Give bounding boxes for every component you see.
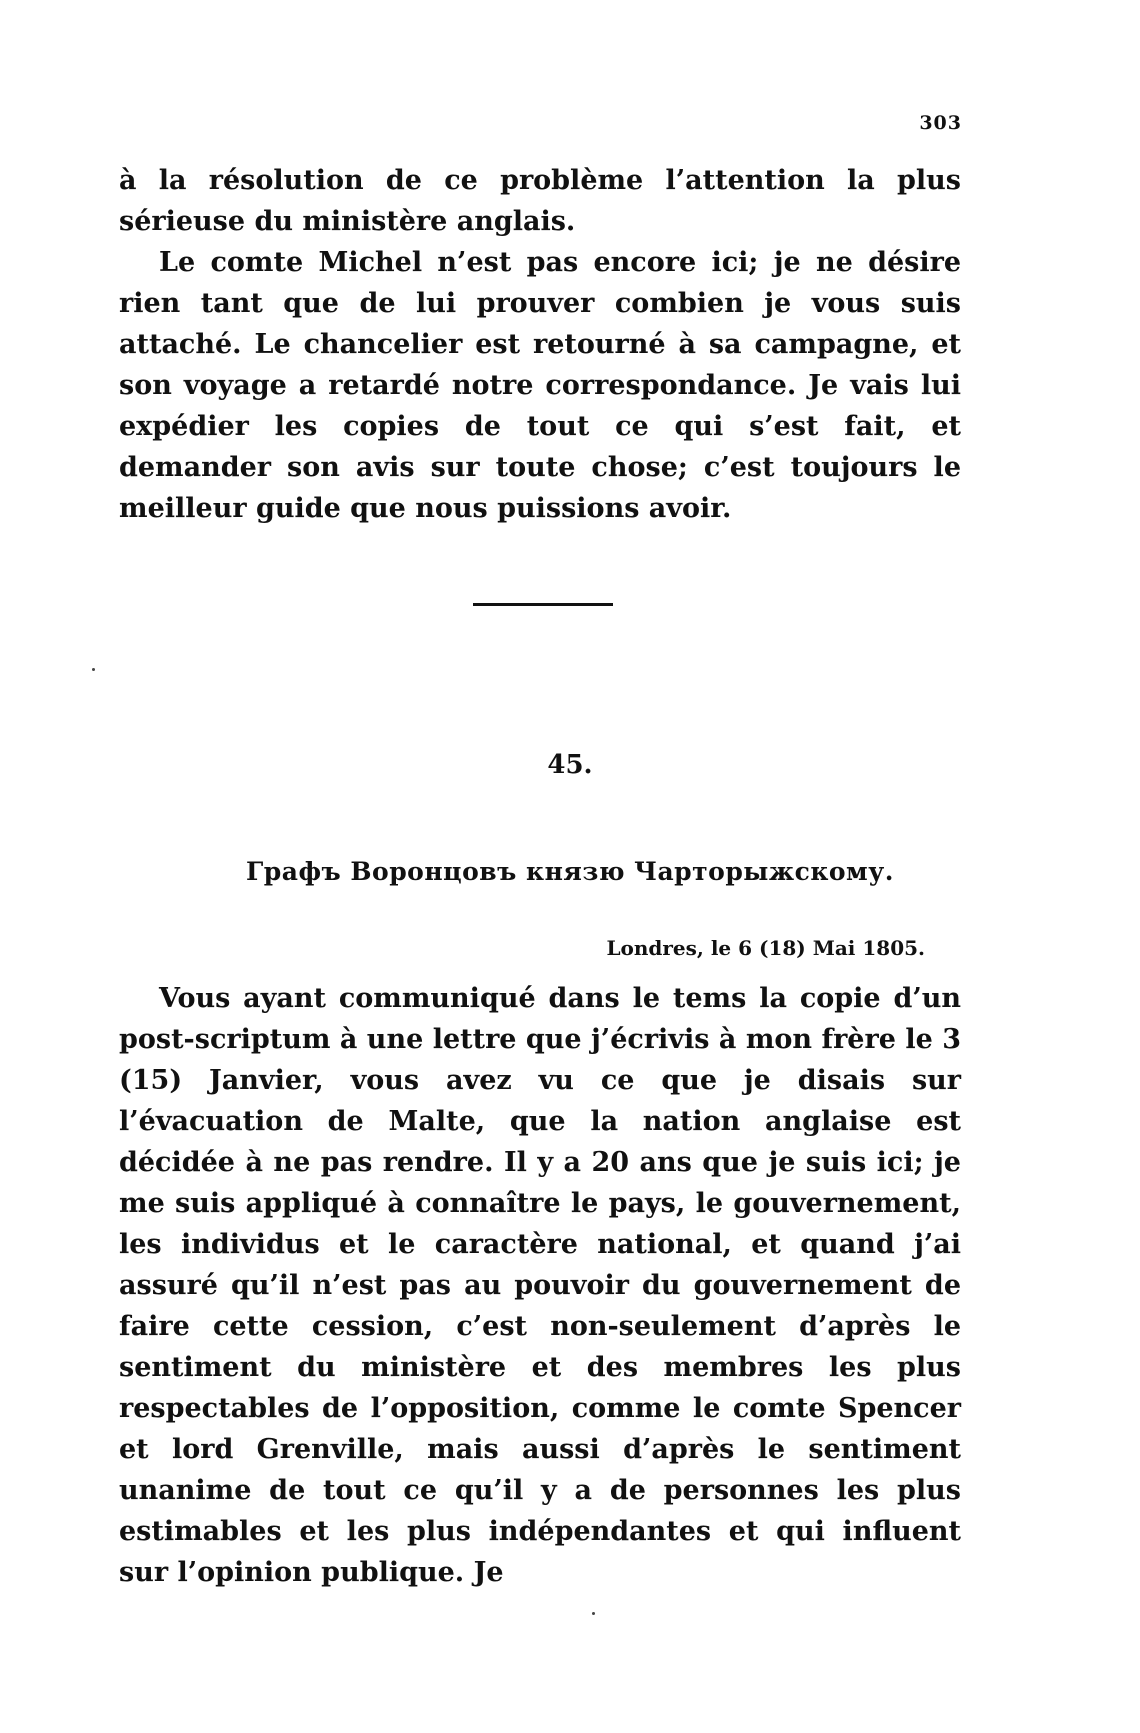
letter-heading: Графъ Воронцовъ князю Чарторыжскому. [246, 857, 894, 886]
page-number: 303 [919, 112, 962, 134]
print-speck [92, 668, 95, 671]
letter-body: Vous ayant communiqué dans le tems la copie d’un post-scriptum à une lettre que j’écrivis à mon frère le 3 (15) Janvier, vous avez vu ce que je disais sur l’évacuation de Malte, que la nation anglaise est décidée à ne pas rendre. Il y a 20 ans que je suis ici; je me suis appliqué à connaître le pays, le gouvernement, les individus et le caractère national, et quand j’ai assuré qu’il n’est pas au pouvoir du gouvernement de faire cette cession, c’est non-seulement d’après le sentiment du ministère et des membres les plus respectables de l’opposition, comme le comte Spencer et lord Grenville, mais aussi d’après le sentiment unanime de tout ce qu’il y a de personnes les plus estimables et les plus indépendantes et qui influent sur l’opinion publique. Je [119, 983, 961, 1588]
letter-number: 45. [547, 750, 593, 780]
section-divider [473, 603, 613, 606]
closing-paragraph: Le comte Michel n’est pas encore ici; je ne désire rien tant que de lui prouver combien je vous suis attaché. Le chancelier est retourné à sa campagne, et son voyage a retardé notre correspondance. Je vais lui expédier les copies de tout ce qui s’est fait, et demander son avis sur toute chose; c’est toujours le meilleur guide que nous puissions avoir. [119, 247, 961, 524]
continuation-paragraph: à la résolution de ce problème l’attention la plus sérieuse du ministère anglais. [119, 165, 961, 237]
print-speck [592, 1612, 595, 1615]
letter-dateline: Londres, le 6 (18) Mai 1805. [606, 936, 925, 960]
